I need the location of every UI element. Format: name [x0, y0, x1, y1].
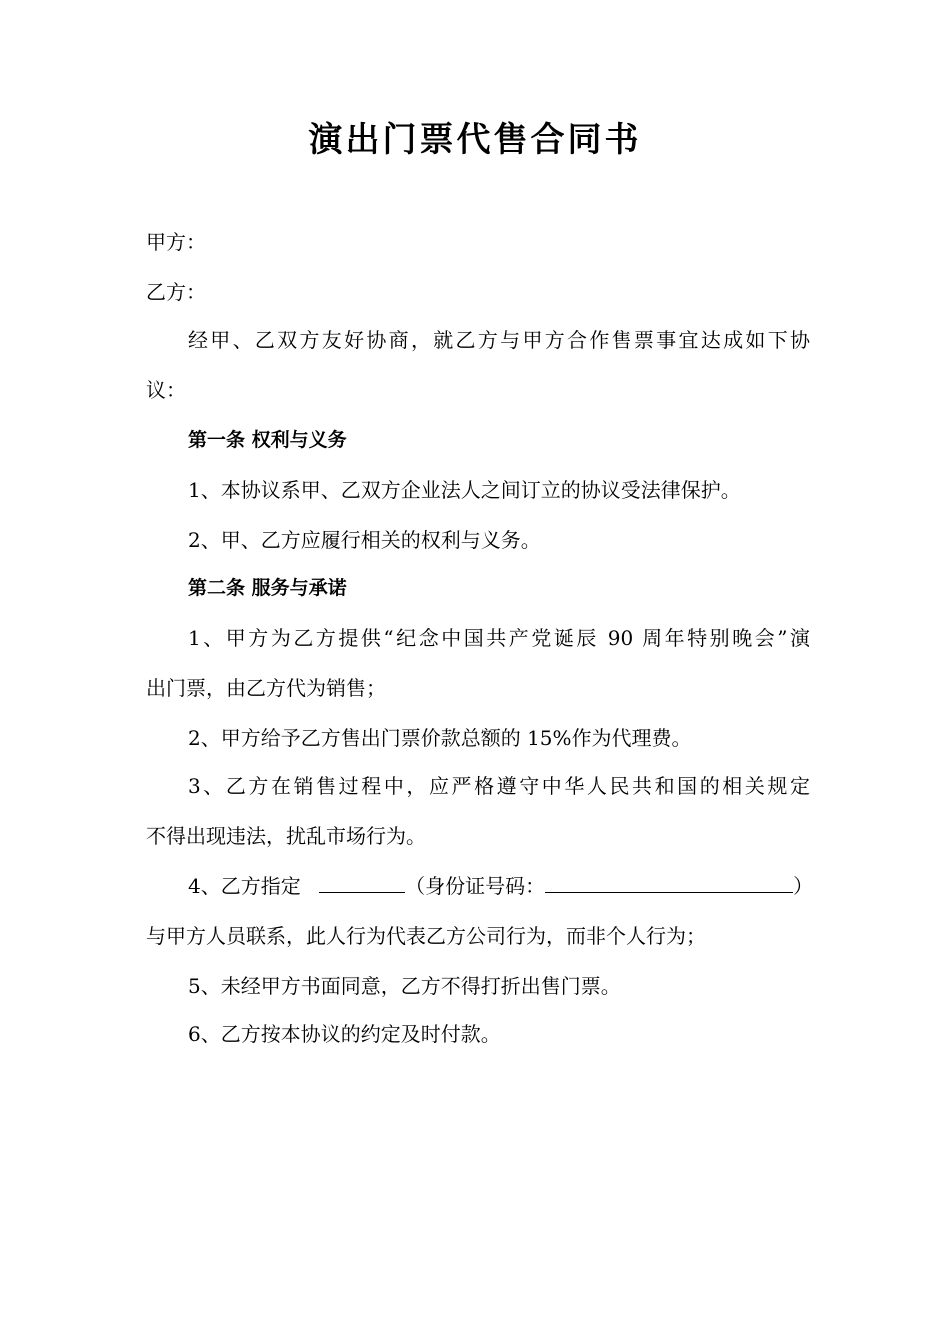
article-1-item-2: 2、甲、乙方应履行相关的权利与义务。 [188, 528, 541, 552]
party-b-label: 乙方： [146, 280, 206, 304]
article-2-item-3-line-1: 3、乙方在销售过程中，应严格遵守中华人民共和国的相关规定 [188, 774, 810, 798]
intro-line-1: 经甲、乙双方友好协商，就乙方与甲方合作售票事宜达成如下协 [188, 328, 810, 352]
article-1-heading: 第一条 权利与义务 [188, 429, 347, 451]
article-2-item-2: 2、甲方给予乙方售出门票价款总额的 15%作为代理费。 [188, 726, 692, 750]
article-1-item-1: 1、本协议系甲、乙双方企业法人之间订立的协议受法律保护。 [188, 478, 741, 502]
article-2-item-4-line-2: 与甲方人员联系，此人行为代表乙方公司行为，而非个人行为； [146, 924, 706, 948]
article-2-item-4-line-1 [188, 872, 814, 900]
article-2-item-1-line-1: 1、甲方为乙方提供“纪念中国共产党诞辰 90 周年特别晚会”演 [188, 626, 810, 650]
article-2-item-5: 5、未经甲方书面同意，乙方不得打折出售门票。 [188, 974, 621, 998]
article-2-item-3-line-2: 不得出现违法，扰乱市场行为。 [146, 824, 426, 848]
item-4-close-paren: ） [793, 874, 814, 898]
document-title: 演出门票代售合同书 [308, 120, 642, 160]
intro-line-2: 议： [146, 378, 186, 402]
item-4-prefix: 4、乙方指定 [188, 874, 301, 898]
article-2-item-6: 6、乙方按本协议的约定及时付款。 [188, 1022, 501, 1046]
article-2-item-1-line-2: 出门票，由乙方代为销售； [146, 676, 386, 700]
id-number-blank[interactable] [545, 872, 793, 893]
designee-name-blank[interactable] [319, 872, 405, 893]
item-4-id-label: （身份证号码： [405, 874, 546, 898]
party-a-label: 甲方： [146, 230, 206, 254]
article-2-heading: 第二条 服务与承诺 [188, 577, 347, 599]
